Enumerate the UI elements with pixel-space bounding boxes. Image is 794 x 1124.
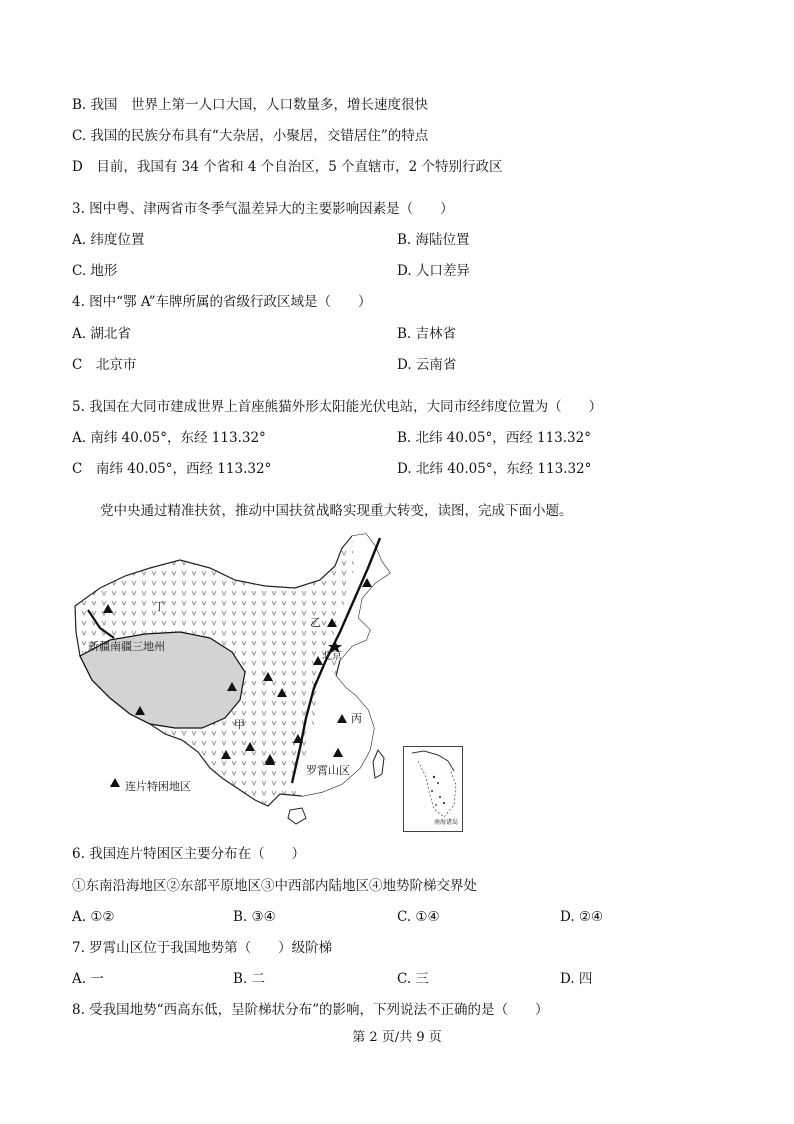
q7-option-b: B. 二 [233,971,266,987]
page-footer: 第 2 页/共 9 页 [352,1030,442,1045]
q6-option-b: B. ③④ [233,909,276,925]
inset-islands [431,776,445,806]
option-d-line: D 目前，我国有 34 个省和 4 个自治区，5 个直辖市，2 个特别行政区 [72,159,503,175]
inset-boundary [418,761,456,817]
map-label-yi: 乙 [310,616,321,629]
q3-option-a: A. 纬度位置 [72,232,145,248]
hainan-island [288,808,306,824]
q3-option-c: C. 地形 [72,263,118,279]
q4-option-c: C 北京市 [72,357,137,373]
q6-option-c: C. ①④ [397,909,440,925]
taiwan-island [373,750,384,778]
q5-option-b: B. 北纬 40.05°，西经 113.32° [397,430,591,446]
q4-option-a: A. 湖北省 [72,326,131,342]
map-label-jia: 甲 [234,718,245,731]
q6-option-a: A. ①② [72,909,115,925]
inset-label: 南海诸岛 [434,819,459,826]
map-label-ding: 丁 [154,600,165,613]
q4-stem: 4. 图中“鄂 A”车牌所属的省级行政区域是（ ） [72,294,372,310]
option-c-line: C. 我国的民族分布具有“大杂居，小聚居，交错居住”的特点 [72,128,429,144]
q6-options-line: ①东南沿海地区②东部平原地区③中西部内陆地区④地势阶梯交界处 [72,878,477,894]
q3-stem: 3. 图中粤、津两省市冬季气温差异大的主要影响因素是（ ） [72,201,454,217]
q3-option-d: D. 人口差异 [397,263,470,279]
q5-option-a: A. 南纬 40.05°，东经 113.32° [72,430,266,446]
map-label-beijing: 北京 [322,651,342,662]
map-label-xinjiang: 新疆南疆三地州 [88,640,165,653]
map-label-luoxiao: 罗霄山区 [306,764,350,777]
q7-option-c: C. 三 [397,971,429,987]
section-intro: 党中央通过精准扶贫，推动中国扶贫战略实现重大转变，读图，完成下面小题。 [100,503,573,519]
q5-option-c: C 南纬 40.05°，西经 113.32° [72,461,272,477]
q7-stem: 7. 罗霄山区位于我国地势第（ ）级阶梯 [72,940,333,956]
q7-option-a: A. 一 [72,971,104,987]
south-china-sea-inset [403,746,463,832]
option-b-line: B. 我国 世界上第一人口大国，人口数量多，增长速度很快 [72,97,429,113]
q5-stem: 5. 我国在大同市建成世界上首座熊猫外形太阳能光伏电站，大同市经纬度位置为（ ） [72,399,603,415]
q6-option-d: D. ②④ [560,909,604,925]
q8-stem: 8. 受我国地势“西高东低，呈阶梯状分布”的影响，下列说法不正确的是（ ） [72,1002,549,1018]
map-legend-label: 连片特困地区 [125,780,191,793]
q3-option-b: B. 海陆位置 [397,232,470,248]
q7-option-d: D. 四 [560,971,593,987]
q4-option-d: D. 云南省 [397,357,457,373]
q5-option-d: D. 北纬 40.05°，东经 113.32° [397,461,592,477]
legend-triangle-icon [110,778,120,787]
map-label-bing: 丙 [351,712,362,725]
q6-stem: 6. 我国连片特困区主要分布在（ ） [72,846,306,862]
q4-option-b: B. 吉林省 [397,326,457,342]
